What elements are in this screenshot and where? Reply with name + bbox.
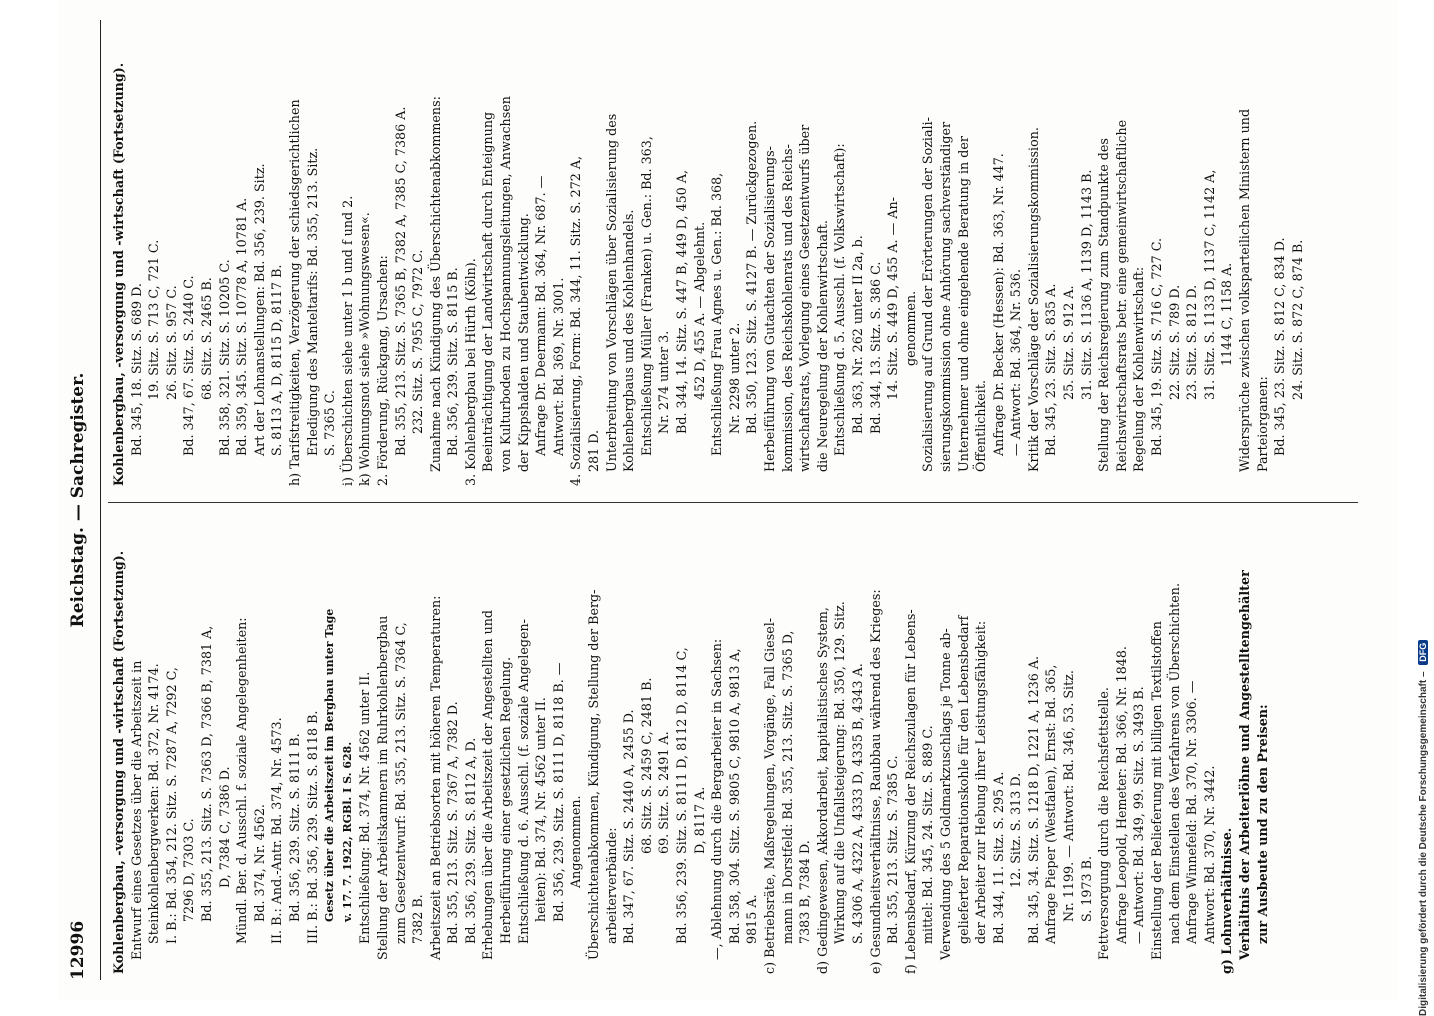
index-line: Bd. 356, 239. Sitz. S. 8111 D, 8112 D, 8114 C, bbox=[674, 647, 689, 944]
index-line: zum Gesetzentwurf: Bd. 355, 213. Sitz. S. 7364 C, bbox=[392, 622, 408, 944]
index-line: Reichswirtschaftsrats betr. eine gemeinwirtschaftliche bbox=[1113, 119, 1129, 472]
index-line: Bd. 358, 321. Sitz. S. 10205 C. bbox=[216, 259, 232, 456]
index-line: III. B.: Bd. 356, 239. Sitz. S. 8118 B. bbox=[304, 710, 320, 944]
index-line: S. 7365 C. bbox=[322, 390, 338, 456]
index-line: 25. Sitz. S. 912 A. bbox=[1061, 285, 1077, 400]
index-line: 452 D, 455 A. — Abgelehnt. bbox=[691, 221, 707, 400]
index-line: Entschließung Müller (Franken) u. Gen.: Bd. 363, bbox=[638, 136, 654, 456]
index-line: S. 1973 B. bbox=[1078, 856, 1094, 922]
index-line: —, Ablehnung durch die Bergarbeiter in Sachsen: bbox=[709, 638, 725, 960]
index-line: arbeiterverbände: bbox=[603, 827, 619, 944]
index-line: Arbeitszeit an Betriebsorten mit höheren Temperaturen: bbox=[427, 595, 443, 960]
index-line: Unterbreitung von Vorschlägen über Sozialisierung des bbox=[603, 113, 619, 472]
index-line: Bd. 356, 239. Sitz. S. 8111 D, 8118 B. — bbox=[550, 662, 566, 922]
index-line: Unternehmer und ohne eingehende Beratung in der bbox=[955, 136, 971, 472]
index-line: Sozialisierung auf Grund der Erörterungen der Soziali- bbox=[920, 117, 936, 472]
dfg-logo: DFG bbox=[1418, 640, 1428, 665]
page-header bbox=[64, 20, 96, 980]
index-line: 7296 D, 7303 C. bbox=[181, 818, 197, 922]
index-line: Bd. 344, 13. Sitz. S. 386 C. bbox=[867, 261, 883, 434]
index-line: — Antwort: Bd. 364, Nr. 536. bbox=[1008, 268, 1024, 456]
index-line: i) Überschichten siehe unter 1 b und f und 2. bbox=[339, 195, 355, 486]
index-line: Bd. 355, 213. Sitz. S. 7367 A, 7382 D. bbox=[445, 701, 461, 944]
index-line: Mündl. Ber. d. Ausschl. f. soziale Angelegenheiten: bbox=[234, 617, 250, 944]
index-line: Bd. 363, Nr. 262 unter II 2a, b. bbox=[849, 235, 865, 434]
index-line: 9815 A. bbox=[744, 894, 760, 944]
index-line: Art der Lohnanstellungen: Bd. 356, 239. Sitz. bbox=[251, 163, 267, 456]
header-rule bbox=[100, 20, 101, 980]
index-line: Beeinträchtigung der Landwirtschaft durch Enteignung bbox=[480, 111, 496, 472]
index-line: Fettversorgung durch die Reichsfettstelle. bbox=[1096, 687, 1112, 960]
index-line: Angenommen. bbox=[568, 795, 584, 888]
index-line: h) Tarifstreitigkeiten, Verzögerung der schiedsgerichtlichen bbox=[286, 99, 302, 486]
index-line: Anfrage Dr. Becker (Hessen): Bd. 363, Nr. 447. bbox=[990, 153, 1006, 456]
index-line: Antwort: Bd. 370, Nr. 3442. bbox=[1201, 765, 1217, 944]
index-line: Bd. 358, 304. Sitz. S. 9805 C, 9810 A, 9813 A, bbox=[726, 648, 742, 944]
index-line: Entschließung d. 5. Ausschl. (f. Volkswirtschaft): bbox=[832, 143, 848, 456]
rotated-page bbox=[58, 0, 1398, 1000]
index-line: Entwurf eines Gesetzes über die Arbeitszeit in bbox=[128, 660, 144, 960]
index-line: Einstellung der Belieferung mit billigen Textilstoffen bbox=[1149, 621, 1165, 960]
index-line: c) Betriebsräte, Maßregelungen, Vorgänge, Fall Giesel- bbox=[761, 617, 777, 974]
index-line: Stellung der Arbeitskammern im Ruhrkohlenbergbau bbox=[374, 615, 390, 960]
index-line: 31. Sitz. S. 1133 D, 1137 C, 1142 A, bbox=[1201, 169, 1217, 400]
index-line: von Kulturboden zu Hochspannungsleitungen, Anwachsen bbox=[498, 96, 514, 472]
index-line: Antwort: Bd. 369, Nr. 3001. bbox=[550, 277, 566, 456]
index-line: Stellung der Reichsregierung zum Standpunkte des bbox=[1096, 138, 1112, 472]
index-line: Überschichtenabkommen, Kündigung, Stellung der Berg- bbox=[586, 589, 602, 960]
index-line: 23. Sitz. S. 812 D. bbox=[1184, 284, 1200, 400]
index-line: kommission, des Reichskohlenrats und des Reichs- bbox=[779, 144, 795, 472]
index-line: Kohlenbergbau, -versorgung und -wirtschaft (Fortsetzung). bbox=[111, 62, 126, 486]
index-line: Widersprüche zwischen volksparteilichen Ministern und bbox=[1237, 108, 1252, 472]
index-line: gelieferter Reparationskohle für den Lebensbedarf bbox=[955, 615, 971, 944]
index-line: Kohlenbergbaus und des Kohlenhandels. bbox=[621, 209, 637, 472]
index-line: Bd. 345, 34. Sitz. S. 1218 D, 1221 A, 1236 A. bbox=[1025, 655, 1041, 944]
index-line: 26. Sitz. S. 957 C. bbox=[163, 285, 179, 400]
index-line: Bd. 350, 123. Sitz. S. 4127 B. — Zurückgezogen. bbox=[744, 120, 760, 434]
index-line: 22. Sitz. S. 789 D. bbox=[1166, 284, 1182, 400]
index-line: Kohlenbergbau, -versorgung und -wirtschaft (Fortsetzung). bbox=[111, 550, 126, 974]
index-line: Anfrage Winnefeld: Bd. 370, Nr. 3306. — bbox=[1184, 680, 1200, 944]
index-line: 7382 B. bbox=[410, 894, 426, 944]
index-line: zur Ausbeute und zu den Preisen: bbox=[1254, 704, 1270, 944]
index-line: 24. Sitz. S. 872 C, 874 B. bbox=[1289, 239, 1305, 400]
index-line: d) Gedingewesen, Akkordarbeit, kapitalistisches System, bbox=[814, 607, 830, 974]
index-line: 4. Sozialisierung, Form: Bd. 344, 11. Sitz. S. 272 A, bbox=[568, 155, 584, 486]
digitization-note-text: Digitalisierung gefördert durch die Deutsche Forschungsgemeinschaft – bbox=[1418, 671, 1429, 1016]
index-line: 69. Sitz. S. 2491 A. bbox=[656, 731, 672, 854]
index-line: 2. Förderung, Rückgang, Ursachen: bbox=[374, 255, 390, 486]
index-line: Bd. 344, 14. Sitz. S. 447 B, 449 D, 450 A, bbox=[674, 169, 689, 434]
index-line: Bd. 355, 213. Sitz. S. 7385 C. bbox=[885, 755, 901, 944]
index-line: Bd. 347, 67. Sitz. S. 2440 A, 2455 D. bbox=[621, 709, 637, 944]
index-line: Entschließung d. 6. Ausschl. (f. soziale Angelegen- bbox=[515, 619, 531, 944]
index-line: sierungskommission ohne Anhörung sachverständiger bbox=[937, 121, 953, 472]
index-line: 68. Sitz. S. 2459 C, 2481 B. bbox=[638, 677, 654, 854]
index-line: Kritik der Vorschläge der Sozialisierungskommission. bbox=[1025, 127, 1041, 472]
index-line: e) Gesundheitsverhältnisse, Raubbau während des Krieges: bbox=[867, 589, 883, 974]
index-line: Erhebungen über die Arbeitszeit der Angestellten und bbox=[480, 609, 496, 960]
index-line: 232. Sitz. S. 7955 C, 7972 C. bbox=[410, 249, 426, 434]
index-line: Bd. 359, 345. Sitz. S. 10778 A, 10781 A. bbox=[234, 197, 250, 456]
index-line: Steinkohlenbergwerken: Bd. 372, Nr. 4174. bbox=[146, 663, 162, 944]
index-line: Bd. 355, 213. Sitz. S. 7365 B, 7382 A, 7385 C, 7386 A. bbox=[392, 106, 408, 456]
index-line: f) Lebensbedarf, Kürzung der Reichszulagen für Lebens- bbox=[902, 609, 918, 974]
index-line: Gesetz über die Arbeitszeit im Bergbau unter Tage bbox=[323, 608, 337, 922]
index-line: wirtschaftsrats, Vorlegung eines Gesetzentwurfs über bbox=[797, 124, 813, 472]
index-line: 68. Sitz. S. 2465 B. bbox=[198, 277, 214, 400]
index-line: Bd. 374, Nr. 4562. bbox=[251, 804, 267, 922]
index-line: S. 4306 A, 4322 A, 4333 D, 4335 B, 4343 A. bbox=[849, 663, 865, 944]
index-line: der Arbeiter zur Hebung ihrer Leistungsfähigkeit: bbox=[973, 620, 989, 944]
index-line: Nr. 2298 unter 2. bbox=[726, 322, 742, 434]
index-line: Anfrage Dr. Deermann: Bd. 364, Nr. 687. — bbox=[533, 175, 549, 456]
index-line: Wirkung auf die Unfallsteigerung: Bd. 350, 129. Sitz. bbox=[832, 601, 848, 944]
right-column bbox=[110, 24, 1306, 486]
index-line: die Neuregelung der Kohlenwirtschaft. bbox=[814, 220, 830, 472]
index-line: g) Lohnverhältnisse. bbox=[1219, 827, 1235, 974]
page-number: 12996 bbox=[68, 920, 88, 980]
index-line: Entschließung Frau Agnes u. Gen.: Bd. 368, bbox=[709, 172, 725, 456]
index-line: Entschließung: Bd. 374, Nr. 4562 unter II. bbox=[357, 671, 373, 944]
index-line: Bd. 347, 67. Sitz. S. 2440 C. bbox=[181, 275, 197, 456]
index-line: Bd. 345, 23. Sitz. S. 835 A. bbox=[1043, 283, 1059, 456]
running-title: Reichstag. — Sachregister. bbox=[68, 372, 88, 628]
index-line: Herbeiführung einer gesetzlichen Regelung. bbox=[498, 656, 514, 944]
index-line: Regelung der Kohlenwirtschaft: bbox=[1131, 266, 1147, 472]
index-line: Bd. 356, 239. Sitz. S. 8111 B. bbox=[286, 733, 302, 922]
index-line: Anfrage Pieper (Westfalen), Ernst: Bd. 365, bbox=[1043, 664, 1059, 944]
left-column bbox=[110, 512, 1271, 974]
index-line: nach dem Einstellen des Verfahrens von Überschichten. bbox=[1166, 583, 1182, 944]
index-line: Bd. 345, 19. Sitz. S. 716 C, 727 C. bbox=[1149, 237, 1165, 456]
index-line: — Antwort: Bd. 349, 99. Sitz. S. 3493 B. bbox=[1131, 686, 1147, 944]
index-line: 281 D. bbox=[586, 429, 602, 472]
index-line: 14. Sitz. S. 449 D, 455 A. — An- bbox=[885, 197, 901, 400]
index-line: Bd. 345, 23. Sitz. S. 812 C, 834 D. bbox=[1272, 237, 1288, 456]
index-line: mann in Dorstfeld: Bd. 355, 213. Sitz. S. 7365 D, bbox=[779, 630, 795, 944]
index-line: k) Wohnungsnot siehe »Wohnungswesen«. bbox=[357, 212, 373, 486]
index-line: 3. Kohlenbergbau bei Hürth (Köln). bbox=[462, 258, 478, 486]
index-line: Anfrage Leopold, Hemeter: Bd. 366, Nr. 1848. bbox=[1113, 646, 1129, 944]
index-line: II. B.: And.-Antr. Bd. 374, Nr. 4573. bbox=[269, 717, 285, 944]
index-line: Verwendung des 5 Goldmarkzuschlags je Tonne ab- bbox=[937, 628, 953, 960]
index-line: Bd. 355, 213. Sitz. S. 7363 D, 7366 B, 7381 A, bbox=[198, 625, 214, 922]
index-line: Herbeiführung von Gutachten der Sozialisierungs- bbox=[761, 146, 777, 472]
index-line: 7383 B, 7384 D. bbox=[797, 840, 813, 944]
index-line: 1144 C, 1158 A. bbox=[1219, 262, 1235, 366]
index-line: 31. Sitz. S. 1136 A, 1139 D, 1143 B. bbox=[1078, 169, 1094, 400]
digitization-note bbox=[1418, 16, 1432, 1016]
index-line: Nr. 1199. — Antwort: Bd. 346, 53. Sitz. bbox=[1061, 670, 1077, 922]
index-line: Bd. 344, 11. Sitz. S. 295 A. bbox=[990, 771, 1006, 944]
index-line: genommen. bbox=[902, 290, 918, 366]
index-line: v. 17. 7. 1922, RGBl. I S. 628. bbox=[340, 741, 354, 922]
index-line: Zunahme nach Kündigung des Überschichtenabkommens: bbox=[427, 96, 443, 472]
index-line: D, 7384 C, 7386 D. bbox=[216, 766, 232, 888]
side-margin bbox=[1416, 0, 1434, 1016]
index-line: S. 8113 A, D, 8115 D, 8117 B. bbox=[269, 264, 285, 456]
index-line: mittel: Bd. 345, 24. Sitz. S. 889 C. bbox=[920, 725, 936, 944]
index-line: Bd. 356, 239. Sitz. S. 8112 A, D. bbox=[462, 737, 478, 944]
index-line: I. B.: Bd. 354, 212. Sitz. S. 7287 A, 7292 C, bbox=[163, 667, 179, 944]
index-line: Nr. 274 unter 3. bbox=[656, 330, 672, 434]
index-line: heiten): Bd. 374, Nr. 4562 unter II. bbox=[533, 697, 549, 922]
index-line: Bd. 345, 18. Sitz. S. 689 D. bbox=[128, 283, 144, 456]
index-line: Bd. 356, 239. Sitz. S. 8115 B. bbox=[445, 267, 461, 456]
column-divider bbox=[108, 502, 1358, 503]
index-line: Öffentlichkeit. bbox=[973, 380, 989, 472]
index-line: D, 8117 A. bbox=[691, 786, 707, 854]
index-line: Verhältnis der Arbeiterlöhne und Angestelltengehälter bbox=[1237, 570, 1252, 960]
index-line: 12. Sitz. S. 313 D. bbox=[1008, 772, 1024, 888]
index-line: 19. Sitz. S. 713 C, 721 C. bbox=[146, 239, 162, 400]
index-line: der Kippshalden und Staubentwicklung. bbox=[515, 213, 531, 472]
index-line: Parteiorganen: bbox=[1254, 376, 1270, 472]
index-line: Erledigung des Manteltarifs: Bd. 355, 213. Sitz. bbox=[304, 147, 320, 456]
